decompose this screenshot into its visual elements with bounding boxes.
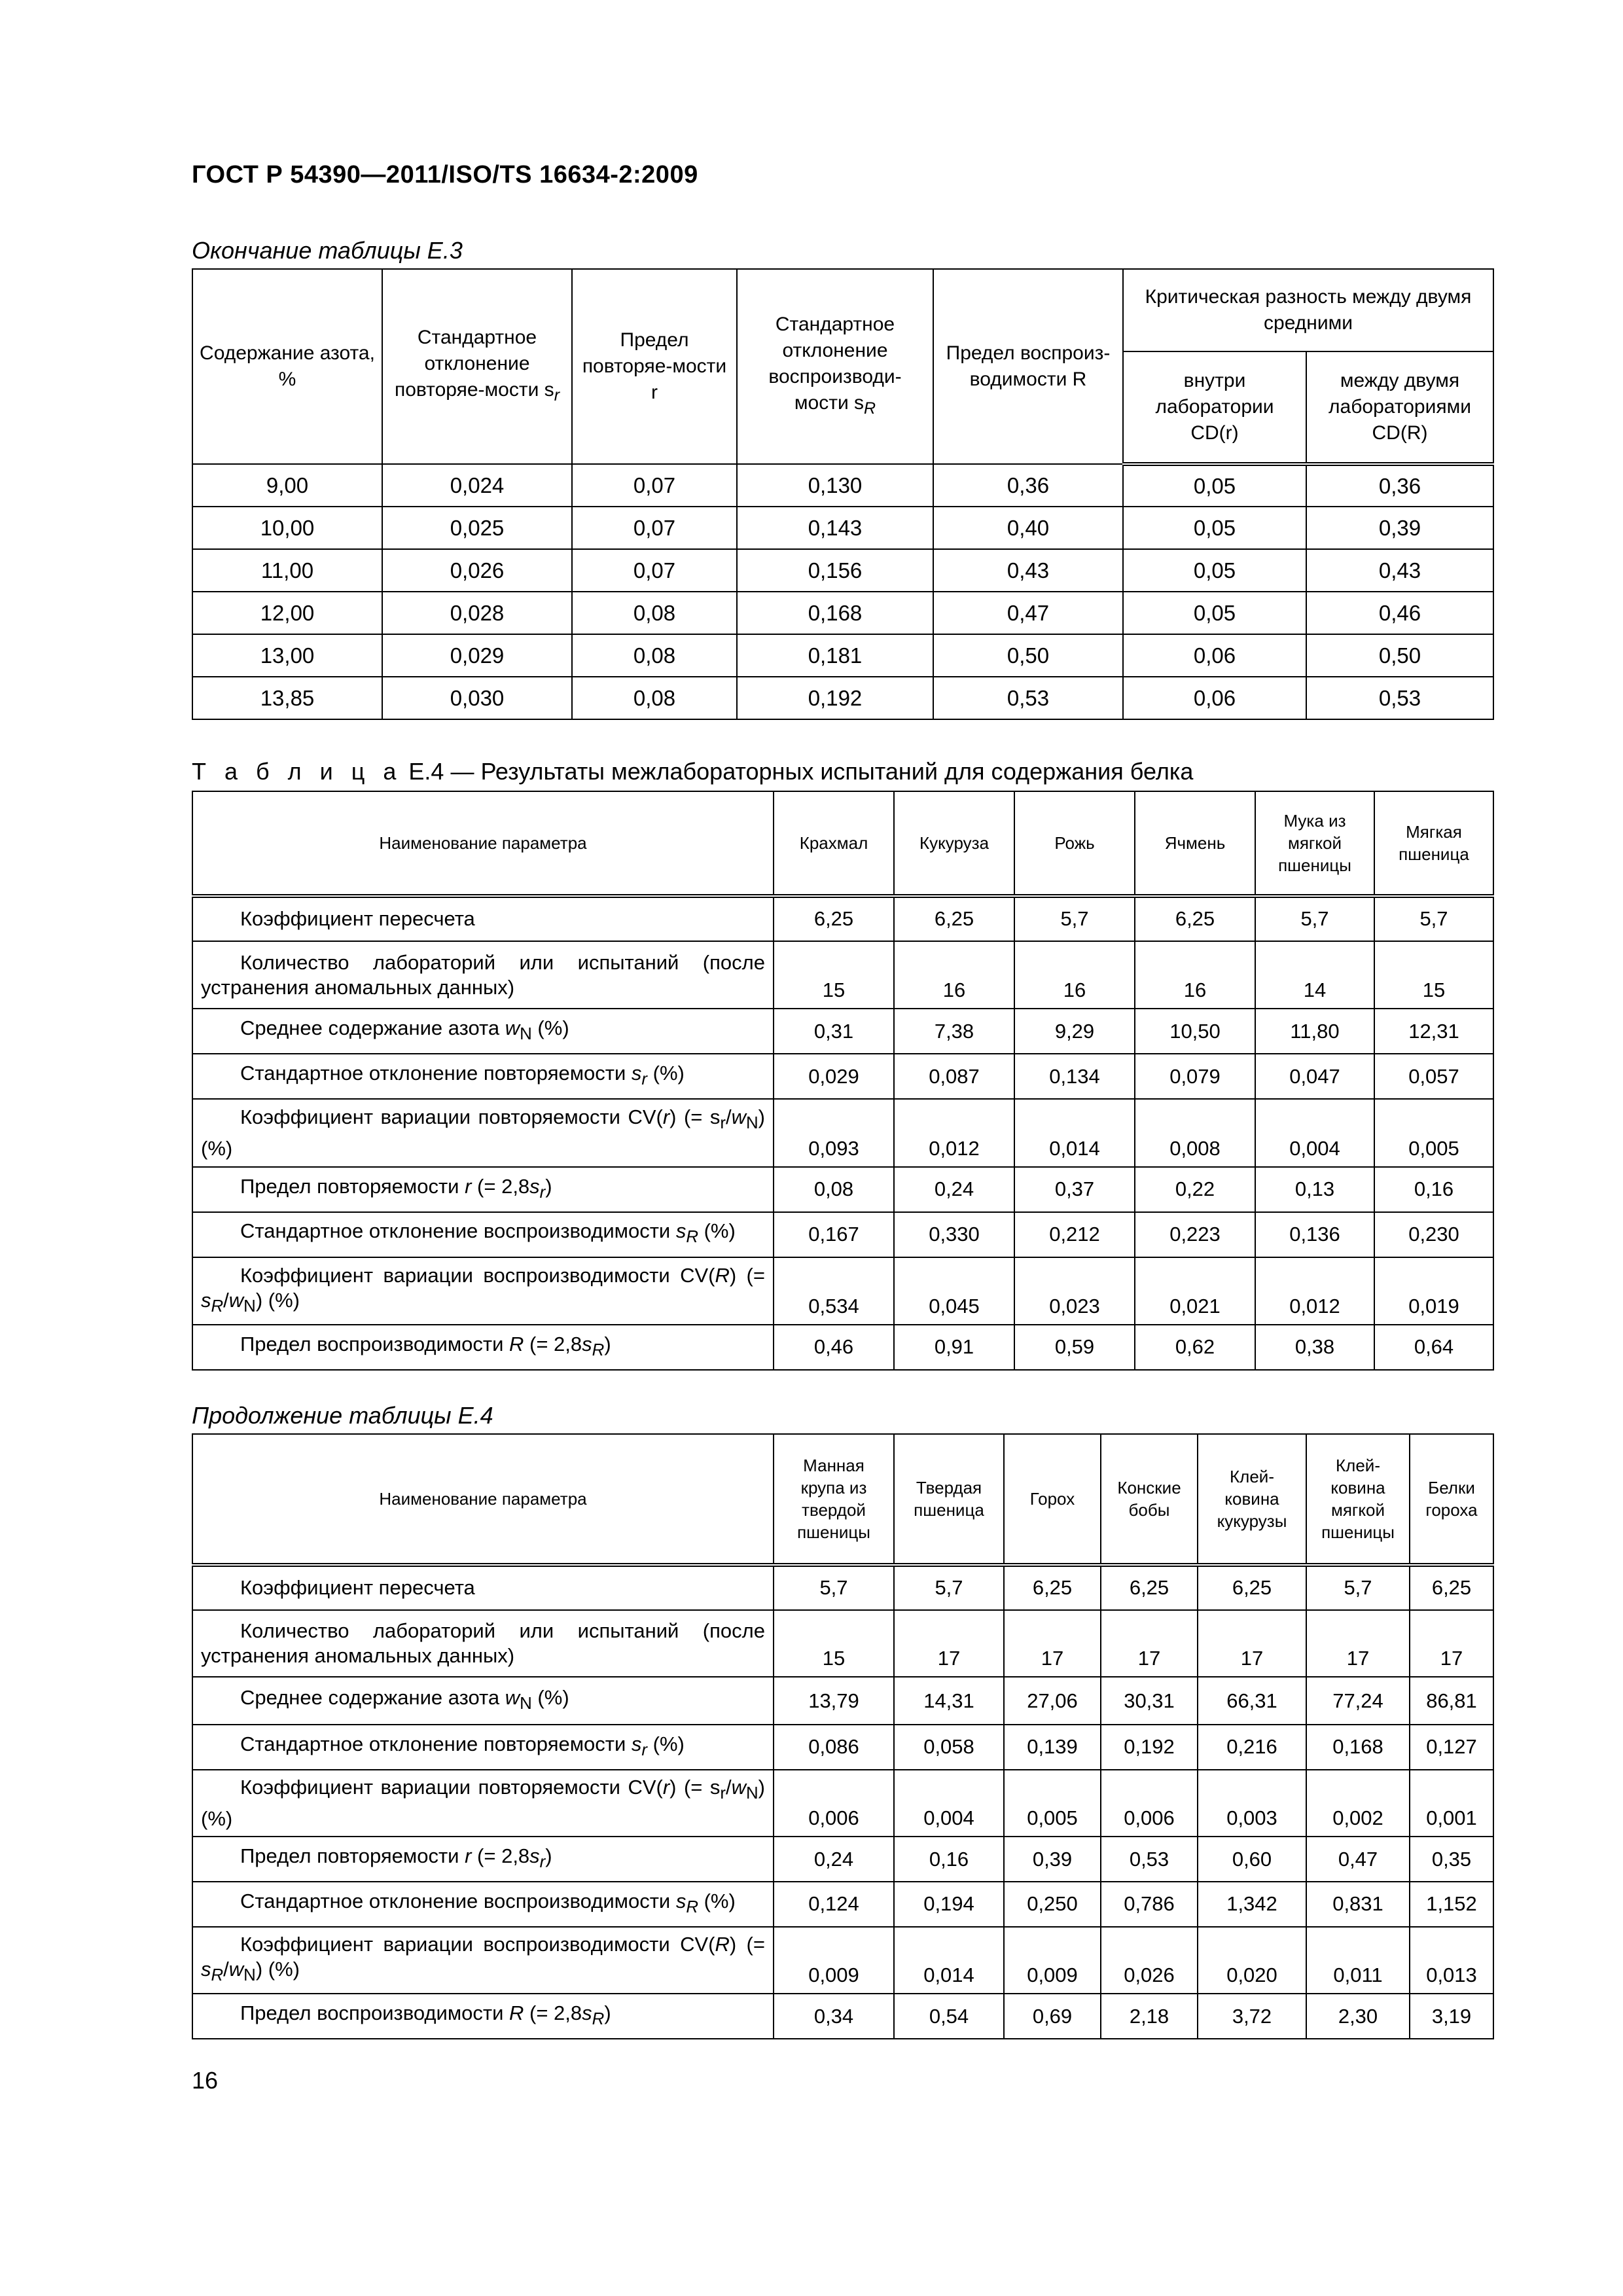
column-header: Белки гороха bbox=[1410, 1434, 1493, 1565]
cell: 0,786 bbox=[1101, 1882, 1198, 1927]
cell: 13,79 bbox=[774, 1677, 894, 1725]
cell: 17 bbox=[1101, 1610, 1198, 1677]
cell: 0,59 bbox=[1014, 1325, 1135, 1370]
cell: 0,38 bbox=[1255, 1325, 1374, 1370]
cell: 0,223 bbox=[1135, 1212, 1255, 1257]
column-header: Мягкая пшеница bbox=[1374, 791, 1493, 896]
cell: 0,05 bbox=[1123, 507, 1306, 549]
param-label: Коэффициент вариации повторяемости CV(r) (= $s_r/w_N$) (%) bbox=[192, 1770, 774, 1837]
cell: 0,08 bbox=[572, 592, 737, 634]
cell: 0,030 bbox=[382, 677, 572, 719]
cell: 0,62 bbox=[1135, 1325, 1255, 1370]
column-header: Горох bbox=[1004, 1434, 1101, 1565]
cell: 0,05 bbox=[1123, 592, 1306, 634]
cell: 0,330 bbox=[894, 1212, 1014, 1257]
cell: 0,35 bbox=[1410, 1837, 1493, 1882]
table-row bbox=[192, 1927, 1493, 1994]
cell: 10,00 bbox=[192, 507, 382, 549]
cell: 0,026 bbox=[1101, 1927, 1198, 1994]
cell: 16 bbox=[1135, 941, 1255, 1009]
header-cd-R: между двумя лабораториями CD(R) bbox=[1306, 351, 1493, 464]
cell: 2,18 bbox=[1101, 1994, 1198, 2039]
column-header: Клей-ковина кукурузы bbox=[1198, 1434, 1306, 1565]
cell: 11,80 bbox=[1255, 1009, 1374, 1054]
param-label: Коэффициент пересчета bbox=[192, 1565, 774, 1610]
table-row bbox=[192, 592, 1493, 634]
table-e4-continued bbox=[192, 1433, 1494, 2039]
cell: 17 bbox=[1410, 1610, 1493, 1677]
cell: 0,43 bbox=[1306, 549, 1493, 592]
table-row bbox=[192, 1257, 1493, 1325]
cell: 0,08 bbox=[774, 1167, 894, 1212]
table-row bbox=[192, 1677, 1493, 1725]
cell: 0,127 bbox=[1410, 1725, 1493, 1770]
column-header: Крахмал bbox=[774, 791, 894, 896]
cell: 0,005 bbox=[1004, 1770, 1101, 1837]
cell: 0,24 bbox=[894, 1167, 1014, 1212]
cell: 0,37 bbox=[1014, 1167, 1135, 1212]
column-header: Мука из мягкой пшеницы bbox=[1255, 791, 1374, 896]
table-row bbox=[192, 941, 1493, 1009]
table-e4 bbox=[192, 791, 1494, 1371]
cell: 17 bbox=[1004, 1610, 1101, 1677]
param-label: Стандартное отклонение воспроизводимости $s_R$ (%) bbox=[192, 1882, 774, 1927]
cell: 6,25 bbox=[774, 896, 894, 941]
cell: 0,008 bbox=[1135, 1099, 1255, 1166]
column-header: Рожь bbox=[1014, 791, 1135, 896]
cell: 0,16 bbox=[894, 1837, 1004, 1882]
cell: 0,46 bbox=[1306, 592, 1493, 634]
cell: 17 bbox=[894, 1610, 1004, 1677]
cell: 0,011 bbox=[1306, 1927, 1410, 1994]
cell: 0,167 bbox=[774, 1212, 894, 1257]
cell: 0,134 bbox=[1014, 1054, 1135, 1099]
cell: 3,72 bbox=[1198, 1994, 1306, 2039]
cell: 0,07 bbox=[572, 464, 737, 507]
param-label: Среднее содержание азота $w_N$ (%) bbox=[192, 1009, 774, 1054]
cell: 0,006 bbox=[1101, 1770, 1198, 1837]
cell: 0,39 bbox=[1306, 507, 1493, 549]
cell: 5,7 bbox=[1255, 896, 1374, 941]
cell: 0,021 bbox=[1135, 1257, 1255, 1325]
cell: 30,31 bbox=[1101, 1677, 1198, 1725]
cell: 0,047 bbox=[1255, 1054, 1374, 1099]
param-label: Стандартное отклонение повторяемости $s_r$ (%) bbox=[192, 1725, 774, 1770]
table-e4-cont-caption: Продолжение таблицы Е.4 bbox=[192, 1402, 493, 1429]
cell: 0,91 bbox=[894, 1325, 1014, 1370]
column-header: Конские бобы bbox=[1101, 1434, 1198, 1565]
header-sR: Стандартное отклонение воспроизводи-мости $s_R$ bbox=[737, 269, 933, 464]
cell: 0,156 bbox=[737, 549, 933, 592]
param-label: Среднее содержание азота $w_N$ (%) bbox=[192, 1677, 774, 1725]
param-label: Коэффициент вариации воспроизводимости CV(R) (= $s_R/w_N$) (%) bbox=[192, 1927, 774, 1994]
cell: 5,7 bbox=[774, 1565, 894, 1610]
cell: 0,006 bbox=[774, 1770, 894, 1837]
cell: 0,64 bbox=[1374, 1325, 1493, 1370]
table-row bbox=[192, 1325, 1493, 1370]
cell: 10,50 bbox=[1135, 1009, 1255, 1054]
table-row bbox=[192, 1994, 1493, 2039]
cell: 0,34 bbox=[774, 1994, 894, 2039]
cell: 0,250 bbox=[1004, 1882, 1101, 1927]
column-header: Клей-ковина мягкой пшеницы bbox=[1306, 1434, 1410, 1565]
cell: 0,230 bbox=[1374, 1212, 1493, 1257]
column-header: Ячмень bbox=[1135, 791, 1255, 896]
cell: 17 bbox=[1306, 1610, 1410, 1677]
param-label: Коэффициент вариации воспроизводимости CV(R) (= $s_R/w_N$) (%) bbox=[192, 1257, 774, 1325]
cell: 0,002 bbox=[1306, 1770, 1410, 1837]
cell: 0,192 bbox=[737, 677, 933, 719]
cell: 0,003 bbox=[1198, 1770, 1306, 1837]
cell: 6,25 bbox=[894, 896, 1014, 941]
table-row bbox=[192, 1770, 1493, 1837]
header-r: Предел повторяе-мости r bbox=[572, 269, 737, 464]
param-label: Стандартное отклонение воспроизводимости $s_R$ (%) bbox=[192, 1212, 774, 1257]
cell: 0,39 bbox=[1004, 1837, 1101, 1882]
table-e3 bbox=[192, 268, 1494, 720]
cell: 0,831 bbox=[1306, 1882, 1410, 1927]
column-header: Манная крупа из твердой пшеницы bbox=[774, 1434, 894, 1565]
cell: 0,168 bbox=[737, 592, 933, 634]
cell: 0,194 bbox=[894, 1882, 1004, 1927]
cell: 0,54 bbox=[894, 1994, 1004, 2039]
cell: 77,24 bbox=[1306, 1677, 1410, 1725]
cell: 16 bbox=[894, 941, 1014, 1009]
cell: 0,07 bbox=[572, 549, 737, 592]
cell: 0,08 bbox=[572, 634, 737, 677]
cell: 13,85 bbox=[192, 677, 382, 719]
cell: 0,24 bbox=[774, 1837, 894, 1882]
cell: 15 bbox=[1374, 941, 1493, 1009]
cell: 0,192 bbox=[1101, 1725, 1198, 1770]
cell: 5,7 bbox=[1374, 896, 1493, 941]
cell: 1,342 bbox=[1198, 1882, 1306, 1927]
cell: 0,001 bbox=[1410, 1770, 1493, 1837]
header-nitrogen: Содержание азота, % bbox=[192, 269, 382, 464]
cell: 0,13 bbox=[1255, 1167, 1374, 1212]
header-sr: Стандартное отклонение повторяе-мости $s_r$ bbox=[382, 269, 572, 464]
table-row bbox=[192, 634, 1493, 677]
cell: 0,534 bbox=[774, 1257, 894, 1325]
cell: 0,60 bbox=[1198, 1837, 1306, 1882]
cell: 7,38 bbox=[894, 1009, 1014, 1054]
cell: 0,057 bbox=[1374, 1054, 1493, 1099]
cell: 2,30 bbox=[1306, 1994, 1410, 2039]
cell: 0,009 bbox=[1004, 1927, 1101, 1994]
cell: 15 bbox=[774, 1610, 894, 1677]
cell: 0,46 bbox=[774, 1325, 894, 1370]
cell: 0,143 bbox=[737, 507, 933, 549]
cell: 12,00 bbox=[192, 592, 382, 634]
cell: 0,168 bbox=[1306, 1725, 1410, 1770]
param-label: Предел воспроизводимости R (= $2,8s_R$) bbox=[192, 1325, 774, 1370]
cell: 0,026 bbox=[382, 549, 572, 592]
cell: 0,023 bbox=[1014, 1257, 1135, 1325]
cell: 0,31 bbox=[774, 1009, 894, 1054]
cell: 0,16 bbox=[1374, 1167, 1493, 1212]
table-row bbox=[192, 1167, 1493, 1212]
cell: 0,07 bbox=[572, 507, 737, 549]
table-row bbox=[192, 507, 1493, 549]
param-header: Наименование параметра bbox=[192, 1434, 774, 1565]
cell: 0,69 bbox=[1004, 1994, 1101, 2039]
header-critical-difference: Критическая разность между двумя средними bbox=[1123, 269, 1493, 351]
cell: 27,06 bbox=[1004, 1677, 1101, 1725]
cell: 0,50 bbox=[933, 634, 1123, 677]
param-label: Предел повторяемости r (= $2,8s_r$) bbox=[192, 1837, 774, 1882]
cell: 0,028 bbox=[382, 592, 572, 634]
cell: 0,087 bbox=[894, 1054, 1014, 1099]
param-header: Наименование параметра bbox=[192, 791, 774, 896]
table-row bbox=[192, 1565, 1493, 1610]
table-row bbox=[192, 1882, 1493, 1927]
cell: 0,212 bbox=[1014, 1212, 1135, 1257]
cell: 0,36 bbox=[1306, 464, 1493, 507]
document-title: ГОСТ Р 54390—2011/ISO/TS 16634-2:2009 bbox=[192, 161, 698, 188]
cell: 0,045 bbox=[894, 1257, 1014, 1325]
table-row bbox=[192, 1099, 1493, 1166]
cell: 0,136 bbox=[1255, 1212, 1374, 1257]
cell: 14,31 bbox=[894, 1677, 1004, 1725]
table-row bbox=[192, 1725, 1493, 1770]
cell: 0,058 bbox=[894, 1725, 1004, 1770]
cell: 6,25 bbox=[1410, 1565, 1493, 1610]
cell: 0,05 bbox=[1123, 464, 1306, 507]
cell: 9,00 bbox=[192, 464, 382, 507]
cell: 0,124 bbox=[774, 1882, 894, 1927]
table-row bbox=[192, 1837, 1493, 1882]
cell: 15 bbox=[774, 941, 894, 1009]
header-R: Предел воспроиз-водимости R bbox=[933, 269, 1123, 464]
table-row bbox=[192, 1009, 1493, 1054]
cell: 5,7 bbox=[1014, 896, 1135, 941]
table-e3-caption: Окончание таблицы Е.3 bbox=[192, 237, 463, 264]
cell: 86,81 bbox=[1410, 1677, 1493, 1725]
column-header: Твердая пшеница bbox=[894, 1434, 1004, 1565]
cell: 0,020 bbox=[1198, 1927, 1306, 1994]
cell: 16 bbox=[1014, 941, 1135, 1009]
cell: 0,025 bbox=[382, 507, 572, 549]
cell: 0,05 bbox=[1123, 549, 1306, 592]
page-number: 16 bbox=[192, 2067, 219, 2094]
table-row bbox=[192, 464, 1493, 507]
cell: 0,079 bbox=[1135, 1054, 1255, 1099]
cell: 0,08 bbox=[572, 677, 737, 719]
cell: 0,086 bbox=[774, 1725, 894, 1770]
cell: 5,7 bbox=[894, 1565, 1004, 1610]
cell: 0,012 bbox=[894, 1099, 1014, 1166]
cell: 0,004 bbox=[1255, 1099, 1374, 1166]
cell: 0,014 bbox=[894, 1927, 1004, 1994]
cell: 0,029 bbox=[774, 1054, 894, 1099]
cell: 0,216 bbox=[1198, 1725, 1306, 1770]
cell: 0,012 bbox=[1255, 1257, 1374, 1325]
cell: 0,06 bbox=[1123, 634, 1306, 677]
param-label: Количество лабораторий или испытаний (после устранения аномальных данных) bbox=[192, 941, 774, 1009]
cell: 0,009 bbox=[774, 1927, 894, 1994]
cell: 17 bbox=[1198, 1610, 1306, 1677]
param-label: Количество лабораторий или испытаний (после устранения аномальных данных) bbox=[192, 1610, 774, 1677]
cell: 0,53 bbox=[1101, 1837, 1198, 1882]
param-label: Предел воспроизводимости R (= $2,8s_R$) bbox=[192, 1994, 774, 2039]
cell: 0,093 bbox=[774, 1099, 894, 1166]
cell: 0,130 bbox=[737, 464, 933, 507]
cell: 0,36 bbox=[933, 464, 1123, 507]
cell: 0,53 bbox=[1306, 677, 1493, 719]
cell: 0,43 bbox=[933, 549, 1123, 592]
cell: 0,40 bbox=[933, 507, 1123, 549]
cell: 6,25 bbox=[1004, 1565, 1101, 1610]
cell: 0,22 bbox=[1135, 1167, 1255, 1212]
table-e4-caption: Т а б л и ц а Е.4 — Результаты межлабораторных испытаний для содержания белка bbox=[192, 758, 1194, 785]
table-row bbox=[192, 549, 1493, 592]
cell: 0,139 bbox=[1004, 1725, 1101, 1770]
cell: 0,06 bbox=[1123, 677, 1306, 719]
cell: 9,29 bbox=[1014, 1009, 1135, 1054]
param-label: Стандартное отклонение повторяемости $s_r$ (%) bbox=[192, 1054, 774, 1099]
cell: 13,00 bbox=[192, 634, 382, 677]
cell: 6,25 bbox=[1135, 896, 1255, 941]
cell: 0,013 bbox=[1410, 1927, 1493, 1994]
cell: 0,50 bbox=[1306, 634, 1493, 677]
cell: 12,31 bbox=[1374, 1009, 1493, 1054]
cell: 66,31 bbox=[1198, 1677, 1306, 1725]
table-row bbox=[192, 1212, 1493, 1257]
cell: 1,152 bbox=[1410, 1882, 1493, 1927]
param-label: Коэффициент вариации повторяемости CV(r) (= $s_r/w_N$) (%) bbox=[192, 1099, 774, 1166]
column-header: Кукуруза bbox=[894, 791, 1014, 896]
table-row bbox=[192, 896, 1493, 941]
table-row bbox=[192, 1610, 1493, 1677]
param-label: Предел повторяемости r (= $2,8s_r$) bbox=[192, 1167, 774, 1212]
cell: 0,004 bbox=[894, 1770, 1004, 1837]
cell: 0,47 bbox=[933, 592, 1123, 634]
cell: 0,029 bbox=[382, 634, 572, 677]
cell: 0,005 bbox=[1374, 1099, 1493, 1166]
cell: 0,019 bbox=[1374, 1257, 1493, 1325]
cell: 6,25 bbox=[1198, 1565, 1306, 1610]
cell: 0,024 bbox=[382, 464, 572, 507]
table-row bbox=[192, 1054, 1493, 1099]
cell: 5,7 bbox=[1306, 1565, 1410, 1610]
cell: 0,014 bbox=[1014, 1099, 1135, 1166]
cell: 11,00 bbox=[192, 549, 382, 592]
cell: 3,19 bbox=[1410, 1994, 1493, 2039]
header-cd-r: внутри лаборатории CD(r) bbox=[1123, 351, 1306, 464]
cell: 0,53 bbox=[933, 677, 1123, 719]
cell: 6,25 bbox=[1101, 1565, 1198, 1610]
table-row bbox=[192, 677, 1493, 719]
cell: 14 bbox=[1255, 941, 1374, 1009]
param-label: Коэффициент пересчета bbox=[192, 896, 774, 941]
cell: 0,47 bbox=[1306, 1837, 1410, 1882]
cell: 0,181 bbox=[737, 634, 933, 677]
